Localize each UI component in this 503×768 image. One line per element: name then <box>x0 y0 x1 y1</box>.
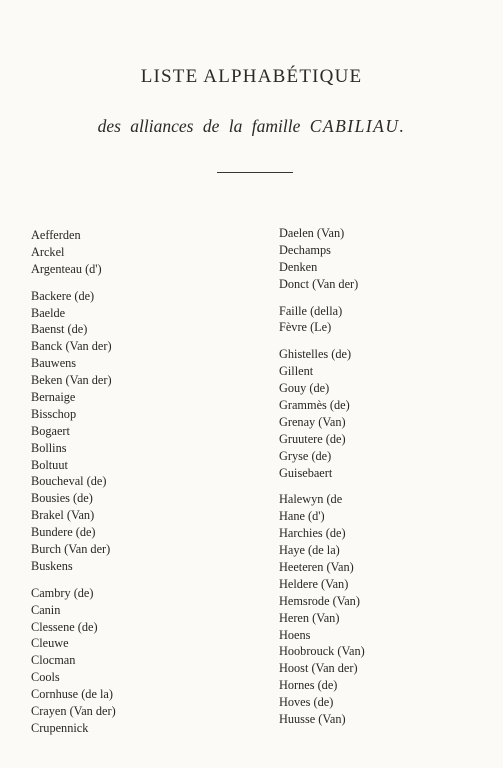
family-name-entry: Faille (della) <box>279 303 343 318</box>
name-group <box>279 346 489 481</box>
family-name-entry: Aefferden <box>31 228 81 242</box>
family-name-entry: Brakel (Van) <box>31 508 95 523</box>
family-name-entry: Grenay (Van) <box>279 414 346 429</box>
family-name-entry: Dechamps <box>279 242 331 257</box>
name-group <box>31 288 241 575</box>
right-name-column <box>279 225 489 738</box>
name-group <box>31 585 241 737</box>
family-name-entry: Bauwens <box>31 356 77 371</box>
family-name-entry: Banck (Van der) <box>31 339 112 354</box>
left-name-column <box>31 227 241 747</box>
family-name-entry: Hoobrouck (Van) <box>279 644 365 659</box>
family-name-entry: Gryse (de) <box>279 448 332 463</box>
family-name-entry: Bousies (de) <box>31 491 93 506</box>
family-name-entry: Gouy (de) <box>279 381 330 396</box>
family-name-entry: Bundere (de) <box>31 525 96 540</box>
family-name-entry: Bisschop <box>31 406 77 421</box>
family-name-entry: Burch (Van der) <box>31 542 111 557</box>
family-name-entry: Beken (Van der) <box>31 373 112 388</box>
family-name-entry: Gillent <box>279 364 314 379</box>
family-name-entry: Boucheval (de) <box>31 474 107 489</box>
family-name-entry: Bollins <box>31 440 67 455</box>
family-name-entry: Heeteren (Van) <box>279 560 354 575</box>
family-name-entry: Canin <box>31 602 61 617</box>
family-name-entry: Baenst (de) <box>31 322 88 337</box>
page-subtitle <box>0 116 503 137</box>
family-name-entry: Gruutere (de) <box>279 431 346 446</box>
family-name-entry: Halewyn (de <box>279 492 343 507</box>
subtitle-prefix: des alliances de la famille <box>97 116 301 136</box>
family-name-entry: Buskens <box>31 558 73 573</box>
family-name-entry: Clocman <box>31 653 76 668</box>
family-name-entry: Daelen (Van) <box>279 226 345 240</box>
family-name-entry: Denken <box>279 259 318 274</box>
family-name-entry: Hane (d') <box>279 509 325 524</box>
family-name-entry: Cambry (de) <box>31 585 94 600</box>
name-group <box>279 491 489 727</box>
family-name-entry: Heren (Van) <box>279 610 340 625</box>
subtitle-family-name: CABILIAU. <box>309 116 406 136</box>
family-name-entry: Hoves (de) <box>279 695 334 710</box>
family-name-entry: Hemsrode (Van) <box>279 593 360 608</box>
name-group <box>279 225 489 293</box>
family-name-entry: Backere (de) <box>31 288 95 303</box>
family-name-entry: Clessene (de) <box>31 619 98 634</box>
family-name-entry: Crupennick <box>31 720 89 735</box>
name-group <box>279 303 489 337</box>
family-name-entry: Hornes (de) <box>279 678 338 693</box>
family-name-entry: Arckel <box>31 244 65 259</box>
family-name-entry: Grammès (de) <box>279 398 350 413</box>
family-name-entry: Haye (de la) <box>279 543 340 558</box>
family-name-entry: Donct (Van der) <box>279 276 359 291</box>
family-name-entry: Cornhuse (de la) <box>31 687 113 702</box>
family-name-entry: Crayen (Van der) <box>31 704 116 719</box>
family-name-entry: Guisebaert <box>279 465 333 480</box>
family-name-entry: Hoost (Van der) <box>279 661 358 676</box>
family-name-entry: Hoens <box>279 627 311 642</box>
family-name-entry: Harchies (de) <box>279 526 346 541</box>
family-name-entry: Cleuwe <box>31 636 69 651</box>
family-name-entry: Fèvre (Le) <box>279 320 332 335</box>
family-name-entry: Bernaige <box>31 390 76 405</box>
family-name-entry: Huusse (Van) <box>279 712 346 727</box>
page-title: LISTE ALPHABÉTIQUE <box>140 66 363 87</box>
family-name-entry: Boltuut <box>31 457 68 472</box>
family-name-entry: Cools <box>31 670 60 685</box>
family-name-entry: Ghistelles (de) <box>279 347 352 362</box>
family-name-entry: Bogaert <box>31 423 70 438</box>
name-group <box>31 227 241 278</box>
family-name-entry: Baelde <box>31 305 66 320</box>
title-divider <box>217 172 293 173</box>
family-name-entry: Argenteau (d') <box>31 261 102 276</box>
family-name-entry: Heldere (Van) <box>279 576 349 591</box>
